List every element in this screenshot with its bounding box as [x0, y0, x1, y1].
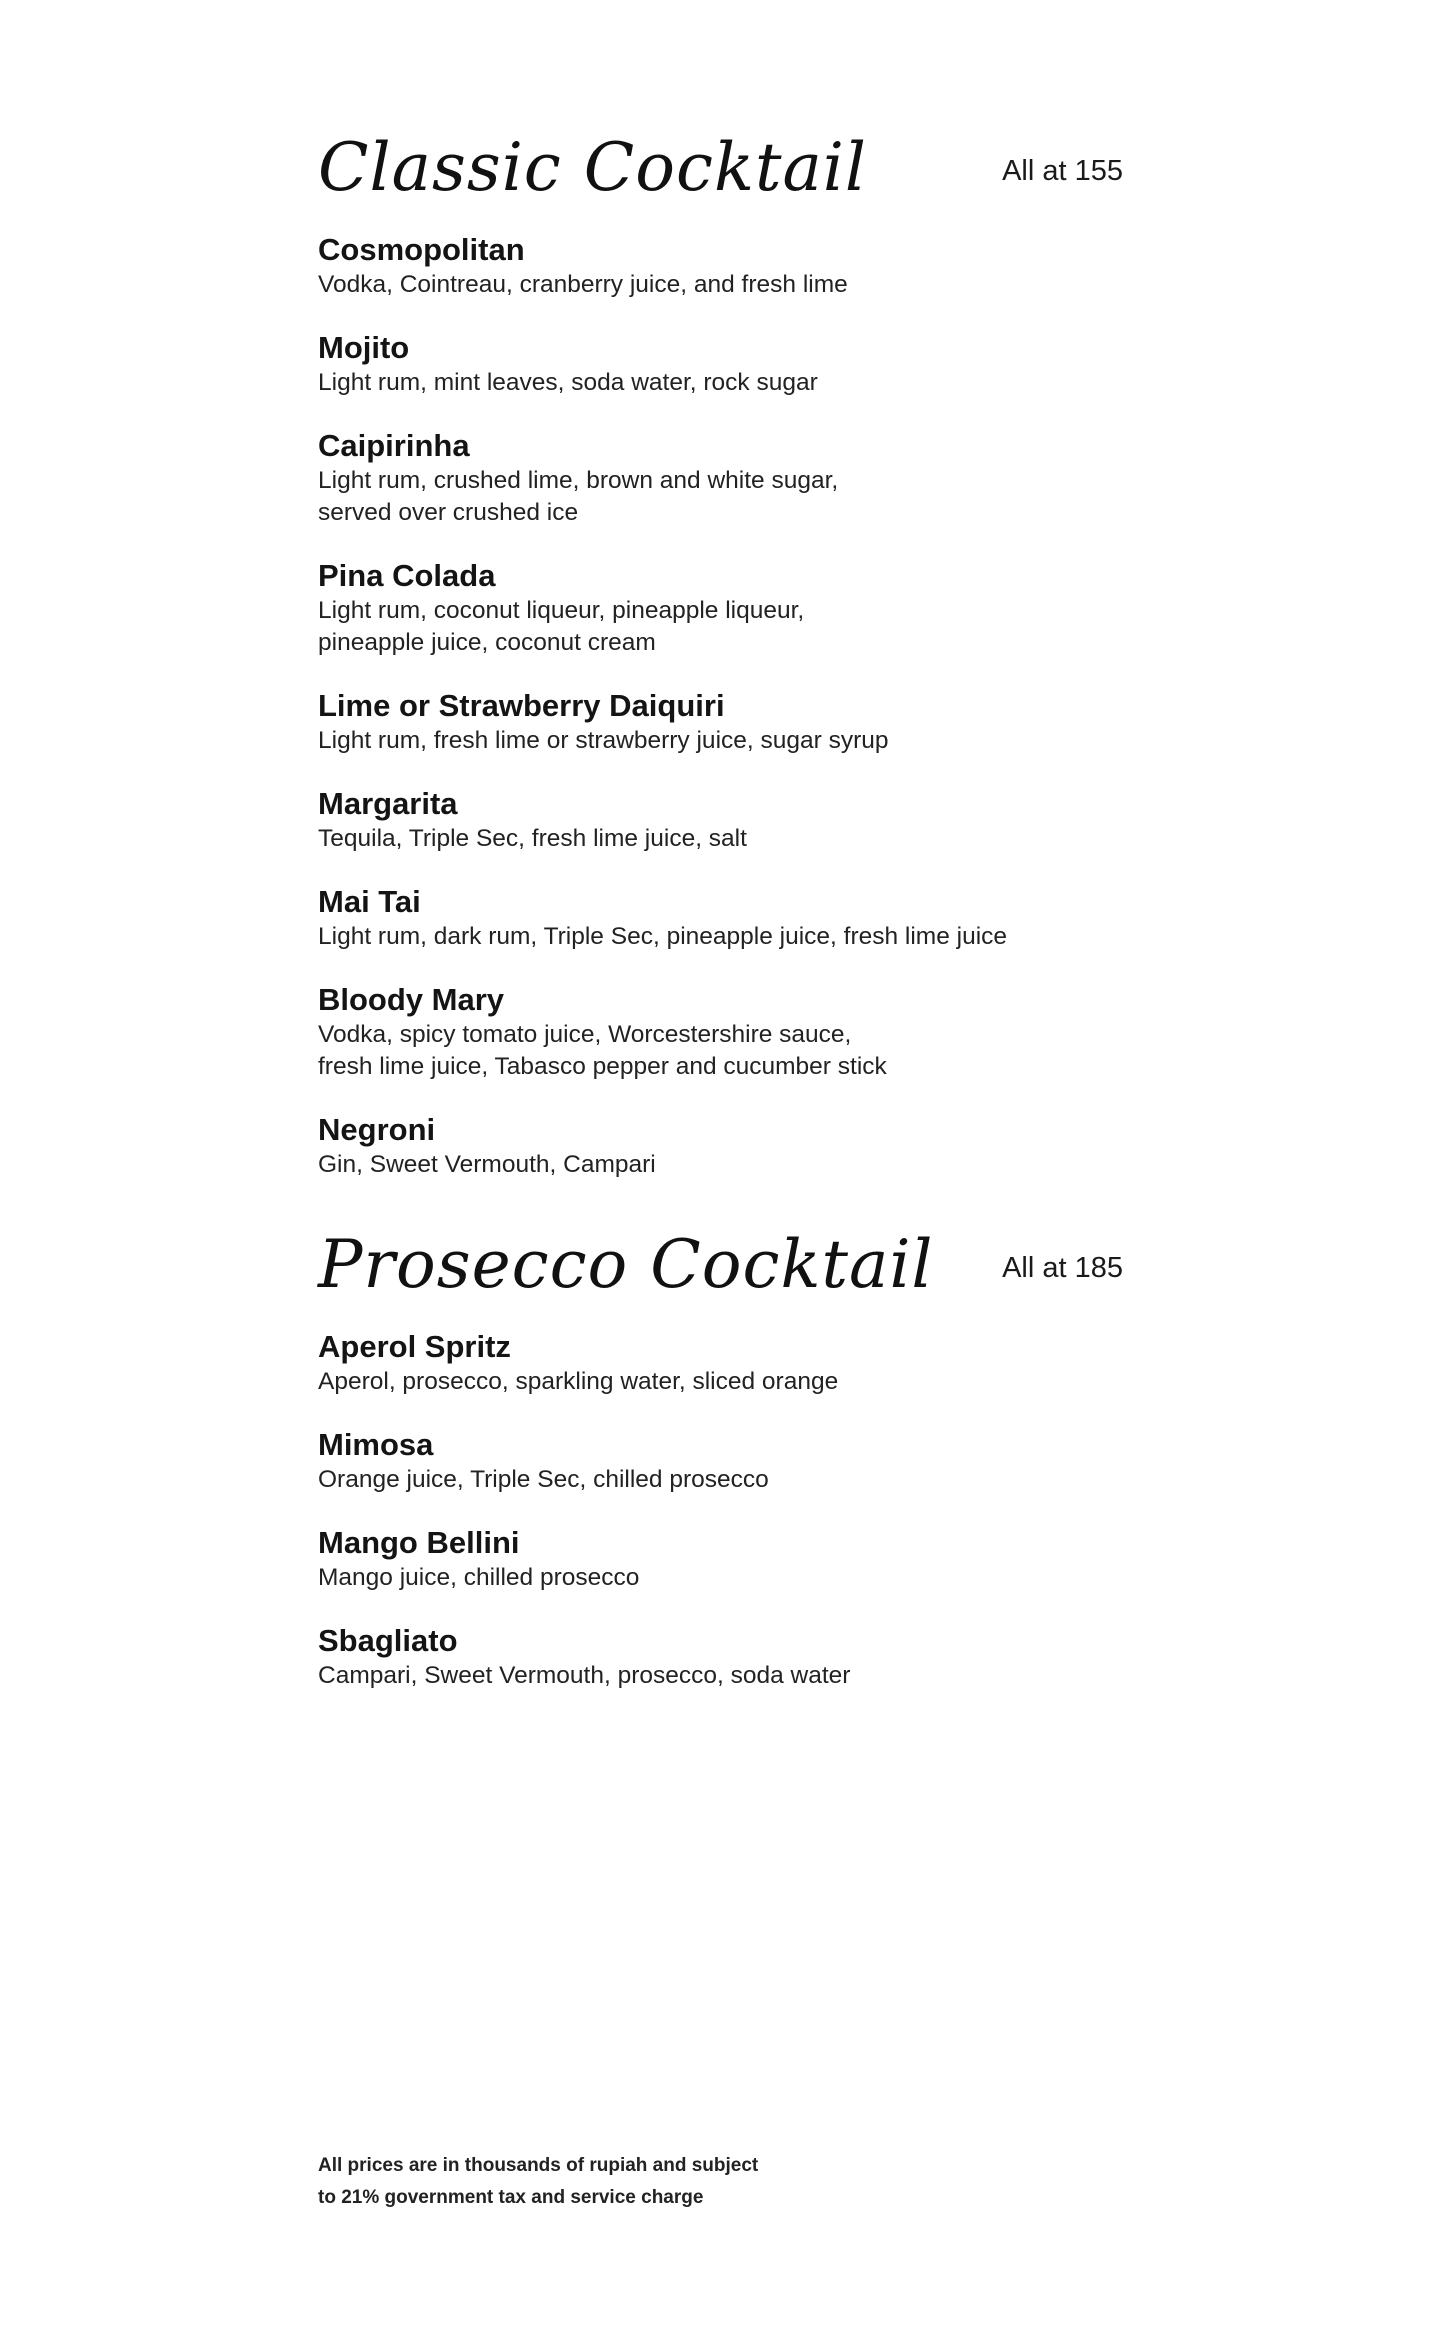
menu-item-name: Lime or Strawberry Daiquiri — [318, 688, 725, 723]
menu-item — [318, 1427, 1123, 1495]
menu-item — [318, 232, 1123, 300]
section-header — [318, 128, 1123, 208]
menu-item-name: Caipirinha — [318, 428, 470, 463]
section-price: All at 185 — [1002, 1252, 1123, 1284]
price-footnote — [318, 2150, 758, 2214]
menu-item-description: Light rum, fresh lime or strawberry juice, sugar syrup — [318, 727, 889, 754]
menu-item-name: Mai Tai — [318, 884, 421, 919]
menu-item-description: Light rum, crushed lime, brown and white sugar, — [318, 467, 839, 494]
menu-item — [318, 1112, 1123, 1180]
menu-item — [318, 688, 1123, 756]
menu-item-name: Mimosa — [318, 1427, 434, 1462]
section-title: Prosecco Cocktail — [318, 1226, 934, 1303]
menu-item-description: Vodka, spicy tomato juice, Worcestershire sauce, — [318, 1021, 852, 1048]
classic-cocktail-section — [318, 128, 1123, 1210]
menu-item — [318, 1329, 1123, 1397]
menu-item-list — [318, 1329, 1123, 1691]
menu-item — [318, 786, 1123, 854]
menu-item-name: Cosmopolitan — [318, 232, 525, 267]
menu-item-description: Light rum, dark rum, Triple Sec, pineapple juice, fresh lime juice — [318, 923, 1008, 950]
menu-item-name: Aperol Spritz — [318, 1329, 511, 1364]
menu-item-description: Mango juice, chilled prosecco — [318, 1564, 640, 1591]
section-title: Classic Cocktail — [318, 129, 868, 206]
menu-item-description: Tequila, Triple Sec, fresh lime juice, salt — [318, 825, 747, 852]
menu-item-name: Pina Colada — [318, 558, 496, 593]
menu-item-description: served over crushed ice — [318, 499, 579, 526]
menu-item-description: Orange juice, Triple Sec, chilled prosecco — [318, 1466, 769, 1493]
menu-item-list — [318, 232, 1123, 1180]
menu-item — [318, 428, 1123, 528]
menu-item-name: Negroni — [318, 1112, 436, 1147]
menu-item-description: Vodka, Cointreau, cranberry juice, and fresh lime — [318, 271, 848, 298]
menu-item — [318, 1623, 1123, 1691]
menu-item-description: fresh lime juice, Tabasco pepper and cucumber stick — [318, 1053, 887, 1080]
menu-item — [318, 330, 1123, 398]
menu-item — [318, 982, 1123, 1082]
menu-item-name: Bloody Mary — [318, 982, 505, 1017]
prosecco-cocktail-section — [318, 1225, 1123, 1721]
menu-item — [318, 1525, 1123, 1593]
menu-item-name: Mojito — [318, 330, 410, 365]
footnote-line: to 21% government tax and service charge — [318, 2187, 704, 2208]
menu-item-description: pineapple juice, coconut cream — [318, 629, 656, 656]
section-price: All at 155 — [1002, 155, 1123, 187]
menu-item — [318, 884, 1123, 952]
menu-item-name: Mango Bellini — [318, 1525, 520, 1560]
menu-item-name: Sbagliato — [318, 1623, 458, 1658]
menu-item-description: Light rum, mint leaves, soda water, rock sugar — [318, 369, 818, 396]
menu-item-name: Margarita — [318, 786, 458, 821]
menu-item-description: Campari, Sweet Vermouth, prosecco, soda water — [318, 1662, 851, 1689]
menu-item — [318, 558, 1123, 658]
footnote-line: All prices are in thousands of rupiah and subject — [318, 2155, 759, 2176]
menu-item-description: Aperol, prosecco, sparkling water, sliced orange — [318, 1368, 839, 1395]
menu-item-description: Gin, Sweet Vermouth, Campari — [318, 1151, 656, 1178]
menu-item-description: Light rum, coconut liqueur, pineapple liqueur, — [318, 597, 805, 624]
section-header — [318, 1225, 1123, 1305]
